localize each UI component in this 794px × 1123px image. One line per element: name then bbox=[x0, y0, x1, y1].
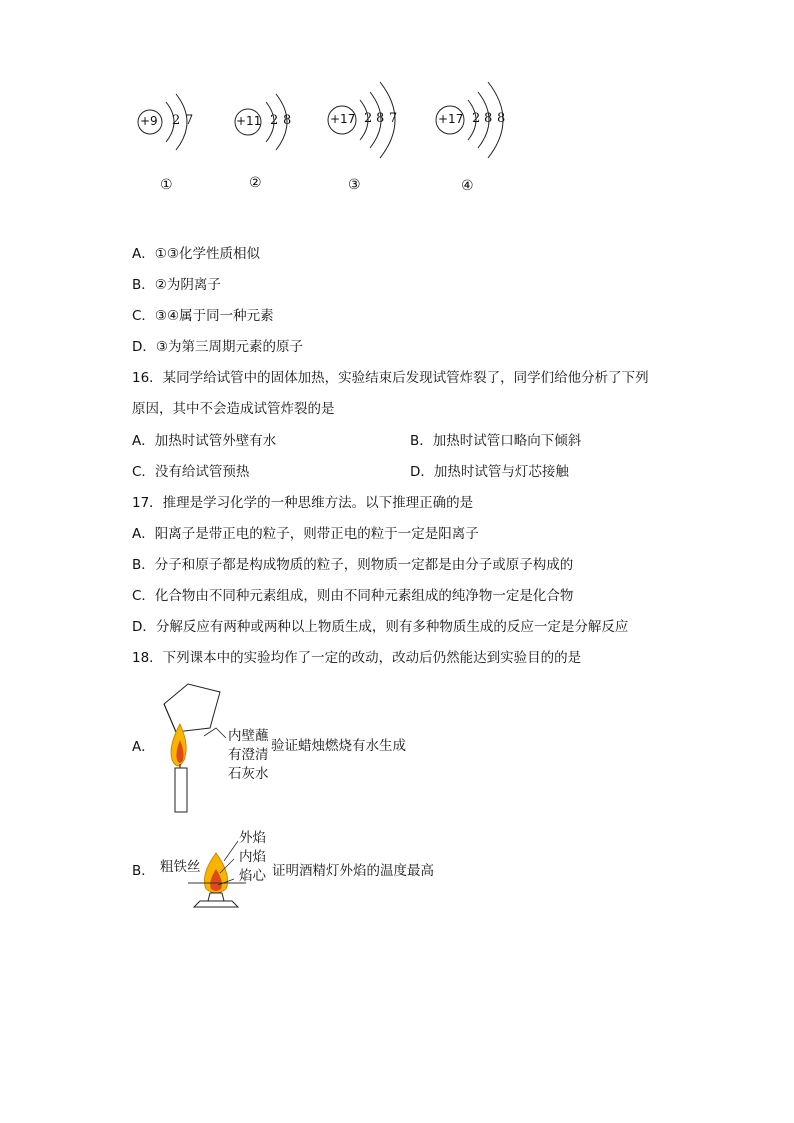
atom-diagram-4 bbox=[434, 90, 534, 160]
atom-3-nucleus: +17 bbox=[330, 112, 356, 126]
q18-b-wire-label: 粗铁丝 bbox=[160, 859, 201, 875]
q16-option-a: A．加热时试管外壁有水 bbox=[132, 433, 277, 449]
q16-option-b: B．加热时试管口略向下倾斜 bbox=[410, 433, 582, 449]
q17-option-c: C．化合物由不同种元素组成，则由不同种元素组成的纯净物一定是化合物 bbox=[132, 588, 574, 604]
q17-stem: 17．推理是学习化学的一种思维方法。以下推理正确的是 bbox=[132, 495, 474, 511]
atom-diagram-1 bbox=[136, 96, 216, 156]
q17-option-d: D．分解反应有两种或两种以上物质生成，则有多种物质生成的反应一定是分解反应 bbox=[132, 619, 629, 635]
q18-a-description: 验证蜡烛燃烧有水生成 bbox=[271, 738, 406, 754]
q16-option-c: C．没有给试管预热 bbox=[132, 464, 250, 480]
q15-option-d: D．③为第三周期元素的原子 bbox=[132, 339, 303, 355]
atom-1-nucleus: +9 bbox=[140, 114, 158, 128]
q18-a-label-line-2: 有澄清 bbox=[228, 747, 269, 763]
atom-1-shell-2: 7 bbox=[185, 113, 194, 128]
candle-beaker-illustration bbox=[158, 680, 228, 815]
q15-option-c: C．③④属于同一种元素 bbox=[132, 308, 274, 324]
q18-b-core-flame-label: 焰心 bbox=[239, 868, 266, 884]
q18-b-inner-flame-label: 内焰 bbox=[239, 849, 266, 865]
q15-option-b: B．②为阴离子 bbox=[132, 277, 221, 293]
atom-4-shell-3: 8 bbox=[497, 111, 506, 126]
atom-2-shell-1: 2 bbox=[270, 113, 279, 128]
q15-option-a: A．①③化学性质相似 bbox=[132, 246, 260, 262]
q17-option-b: B．分子和原子都是构成物质的粒子，则物质一定都是由分子或原子构成的 bbox=[132, 557, 574, 573]
q18-b-outer-flame-label: 外焰 bbox=[239, 830, 266, 846]
atom-4-label: ④ bbox=[461, 178, 474, 194]
q18-a-label-line-3: 石灰水 bbox=[228, 766, 269, 782]
atom-3-shell-3: 7 bbox=[389, 111, 398, 126]
atom-2-shell-2: 8 bbox=[283, 113, 292, 128]
q18-b-description: 证明酒精灯外焰的温度最高 bbox=[272, 863, 434, 879]
q17-option-a: A．阳离子是带正电的粒子，则带正电的粒于一定是阳离子 bbox=[132, 526, 479, 542]
atom-diagram-3 bbox=[326, 90, 426, 160]
q18-b-letter: B． bbox=[132, 863, 155, 879]
q16-stem-line-1: 16．某同学给试管中的固体加热，实验结束后发现试管炸裂了，同学们给他分析了下列 bbox=[132, 370, 649, 386]
atom-2-nucleus: +11 bbox=[236, 114, 262, 128]
atom-1-shell-1: 2 bbox=[172, 113, 181, 128]
q18-stem: 18．下列课本中的实验均作了一定的改动，改动后仍然能达到实验目的的是 bbox=[132, 650, 582, 666]
atom-3-label: ③ bbox=[348, 177, 361, 193]
atom-4-shell-1: 2 bbox=[472, 111, 481, 126]
atom-1-label: ① bbox=[160, 177, 173, 193]
q16-stem-line-2: 原因，其中不会造成试管炸裂的是 bbox=[132, 401, 335, 417]
q18-a-letter: A． bbox=[132, 739, 155, 755]
atom-2-label: ② bbox=[249, 175, 262, 191]
atom-4-shell-2: 8 bbox=[484, 111, 493, 126]
atom-4-nucleus: +17 bbox=[438, 112, 464, 126]
atom-3-shell-1: 2 bbox=[364, 111, 373, 126]
q16-option-d: D．加热时试管与灯芯接触 bbox=[410, 464, 569, 480]
atom-3-shell-2: 8 bbox=[376, 111, 385, 126]
atom-diagram-2 bbox=[232, 96, 312, 156]
q18-a-label-line-1: 内壁蘸 bbox=[228, 728, 269, 744]
